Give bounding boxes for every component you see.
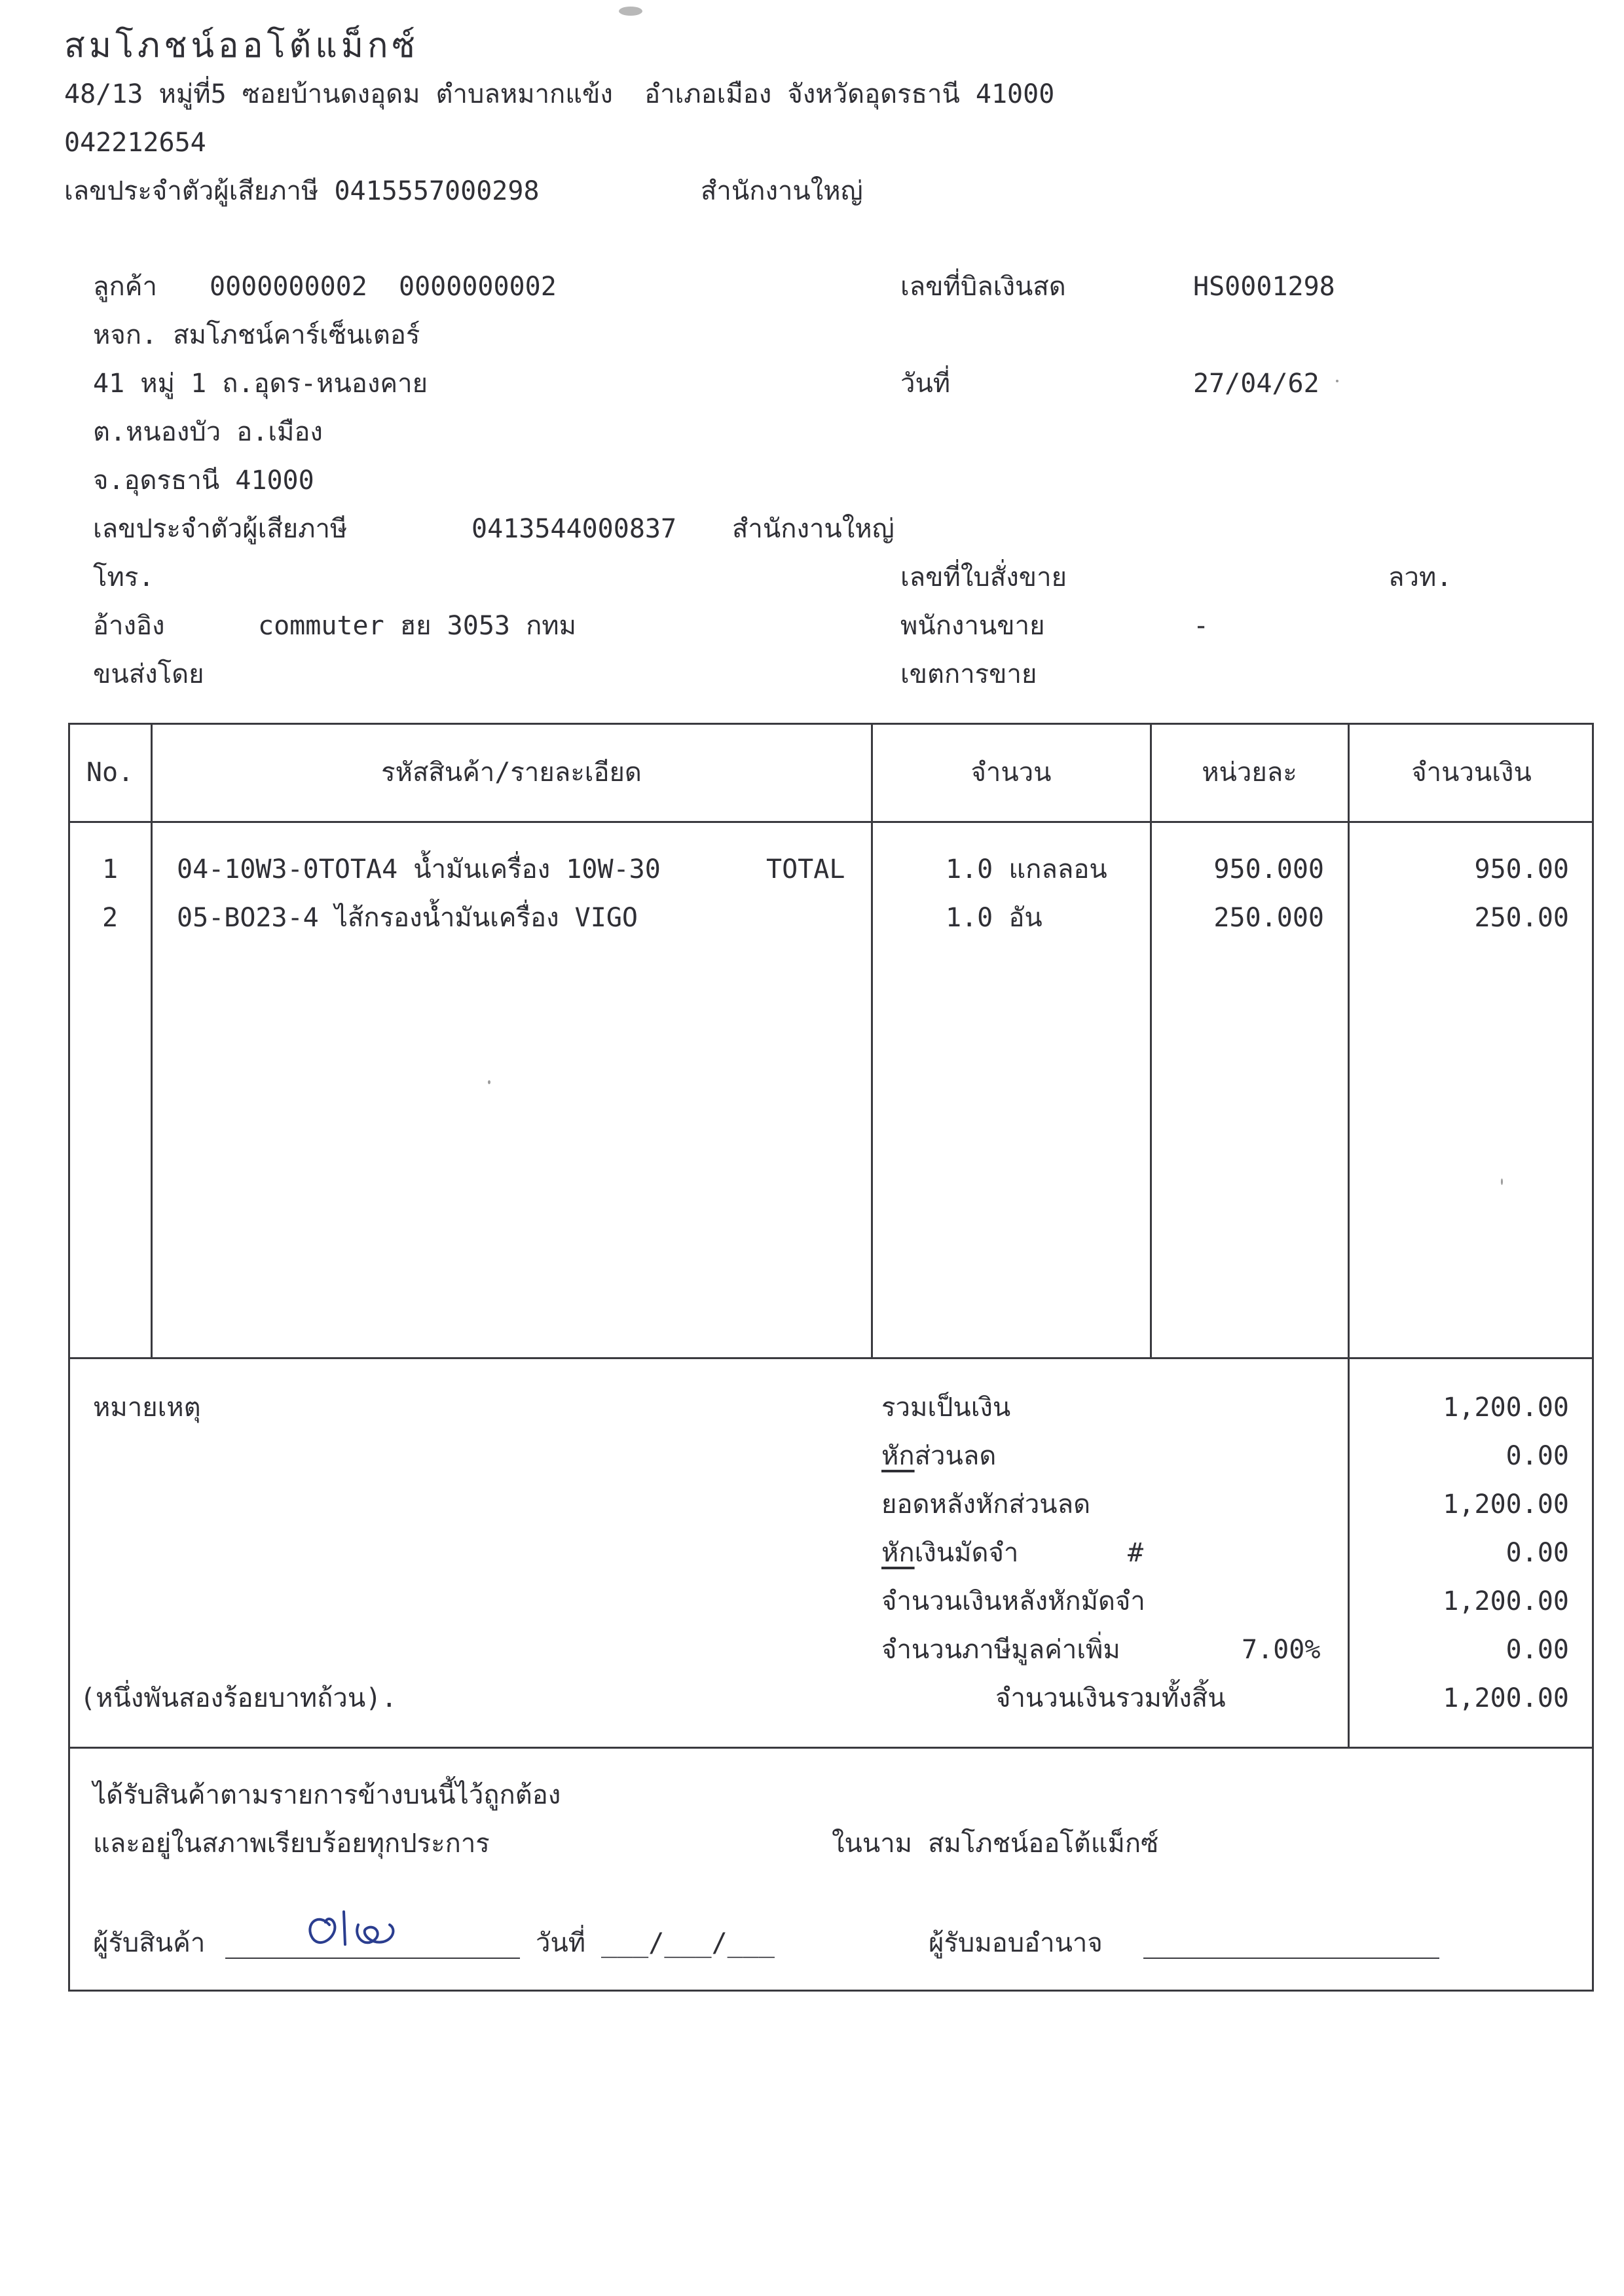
after-deposit-label: จำนวนเงินหลังหักมัดจำ — [881, 1586, 1145, 1616]
customer-phone-label: โทร. — [93, 562, 155, 592]
col-divider — [151, 723, 153, 1359]
row-no: 1 — [101, 854, 119, 884]
deposit-value: 0.00 — [1505, 1538, 1569, 1568]
on-behalf-of: ในนาม สมโภชน์ออโต้แม็กซ์ — [832, 1829, 1159, 1859]
total-value: 1,200.00 — [1443, 1393, 1569, 1423]
seller-address: 48/13 หมู่ที่5 ซอยบ้านดงอุดม ตำบลหมากแข้ง อำเภอเมือง จังหวัดอุดรธานี 41000 — [64, 79, 1055, 109]
vat-value: 0.00 — [1505, 1635, 1569, 1665]
header-quantity: จำนวน — [970, 757, 1052, 788]
after-discount-label: ยอดหลังหักส่วนลด — [881, 1489, 1091, 1520]
col-divider — [871, 723, 873, 1359]
col-divider — [1150, 723, 1152, 1359]
deposit-hash: # — [1128, 1538, 1144, 1568]
grand-total-label: จำนวนเงินรวมทั้งสิ้น — [995, 1683, 1226, 1713]
reference-value: commuter ฮย 3053 กทม — [258, 611, 577, 641]
customer-tax-label: เลขประจำตัวผู้เสียภาษี — [93, 514, 348, 544]
sales-area-label: เขตการขาย — [900, 659, 1037, 689]
paper-speck — [619, 7, 642, 16]
bill-no: HS0001298 — [1193, 272, 1335, 302]
col-divider — [1348, 723, 1350, 1359]
receive-date-label: วันที่ — [536, 1928, 586, 1958]
vat-rate: 7.00% — [1242, 1635, 1321, 1665]
shipping-label: ขนส่งโดย — [93, 659, 204, 689]
bill-no-label: เลขที่บิลเงินสด — [900, 272, 1066, 302]
seller-tax-id: เลขประจำตัวผู้เสียภาษี 0415557000298 — [64, 176, 540, 206]
customer-name: หจก. สมโภชน์คาร์เซ็นเตอร์ — [93, 320, 420, 350]
row-unit-price: 250.000 — [1213, 903, 1324, 933]
row-description: 05-BO23-4 ไส้กรองน้ำมันเครื่อง VIGO — [177, 903, 638, 933]
seller-branch: สำนักงานใหญ่ — [701, 176, 863, 206]
discount-value: 0.00 — [1505, 1441, 1569, 1471]
row-quantity: 1.0 อัน — [946, 903, 1043, 933]
receive-date-blank: ___/___/___ — [601, 1928, 775, 1958]
row-no: 2 — [101, 903, 119, 933]
row-amount: 950.00 — [1474, 854, 1569, 884]
table-header-divider — [68, 821, 1594, 823]
authorized-label: ผู้รับมอบอำนาจ — [929, 1928, 1103, 1958]
after-deposit-value: 1,200.00 — [1443, 1586, 1569, 1616]
bill-date-label: วันที่ — [900, 369, 951, 399]
authorized-signature-line — [1143, 1958, 1439, 1959]
deposit-prefix: หัก — [881, 1538, 915, 1568]
header-amount: จำนวนเงิน — [1411, 757, 1532, 788]
header-unit-price: หน่วยละ — [1202, 757, 1297, 788]
grand-total-value: 1,200.00 — [1443, 1683, 1569, 1713]
discount-prefix: หัก — [881, 1441, 915, 1471]
order-no-label: เลขที่ใบสั่งขาย — [900, 562, 1067, 592]
vat-label: จำนวนภาษีมูลค่าเพิ่ม — [881, 1635, 1120, 1665]
received-line-1: ได้รับสินค้าตามรายการข้างบนนี้ไว้ถูกต้อง — [93, 1780, 561, 1810]
customer-branch: สำนักงานใหญ่ — [732, 514, 895, 544]
customer-tax-id: 0413544000837 — [471, 514, 677, 544]
row-brand: TOTAL — [766, 854, 845, 884]
customer-address-1: 41 หมู่ 1 ถ.อุดร-หนองคาย — [93, 369, 428, 399]
receiver-signature — [298, 1899, 416, 1964]
after-discount-value: 1,200.00 — [1443, 1489, 1569, 1520]
discount-label — [881, 1440, 996, 1472]
header-description: รหัสสินค้า/รายละเอียด — [381, 757, 642, 788]
customer-address-3: จ.อุดรธานี 41000 — [93, 465, 314, 496]
salesperson-value: - — [1193, 611, 1209, 641]
customer-code: 0000000002 0000000002 — [210, 272, 557, 302]
receiver-label: ผู้รับสินค้า — [93, 1928, 206, 1958]
amount-in-words: (หนึ่งพันสองร้อยบาทถ้วน). — [80, 1683, 397, 1713]
row-amount: 250.00 — [1474, 903, 1569, 933]
salesperson-label: พนักงานขาย — [900, 611, 1045, 641]
row-unit-price: 950.000 — [1213, 854, 1324, 884]
order-no-value: ลวท. — [1388, 562, 1452, 592]
paper-speck — [1336, 380, 1338, 382]
total-label: รวมเป็นเงิน — [881, 1393, 1011, 1423]
deposit-label — [881, 1537, 1018, 1569]
seller-phone: 042212654 — [64, 128, 206, 158]
reference-label: อ้างอิง — [93, 611, 165, 641]
customer-label: ลูกค้า — [93, 272, 157, 302]
discount-label-text: ส่วนลด — [914, 1441, 997, 1471]
items-table — [68, 723, 1594, 1359]
bill-date: 27/04/62 — [1193, 369, 1320, 399]
seller-name: สมโภชน์ออโต้แม็กซ์ — [64, 26, 419, 65]
header-no: No. — [86, 757, 134, 788]
remark-label: หมายเหตุ — [93, 1393, 201, 1423]
row-description: 04-10W3-0TOTA4 น้ำมันเครื่อง 10W-30 — [177, 854, 661, 884]
customer-address-2: ต.หนองบัว อ.เมือง — [93, 417, 323, 447]
received-line-2: และอยู่ในสภาพเรียบร้อยทุกประการ — [93, 1829, 490, 1859]
deposit-label-text: เงินมัดจำ — [914, 1538, 1019, 1568]
row-quantity: 1.0 แกลลอน — [946, 854, 1107, 884]
